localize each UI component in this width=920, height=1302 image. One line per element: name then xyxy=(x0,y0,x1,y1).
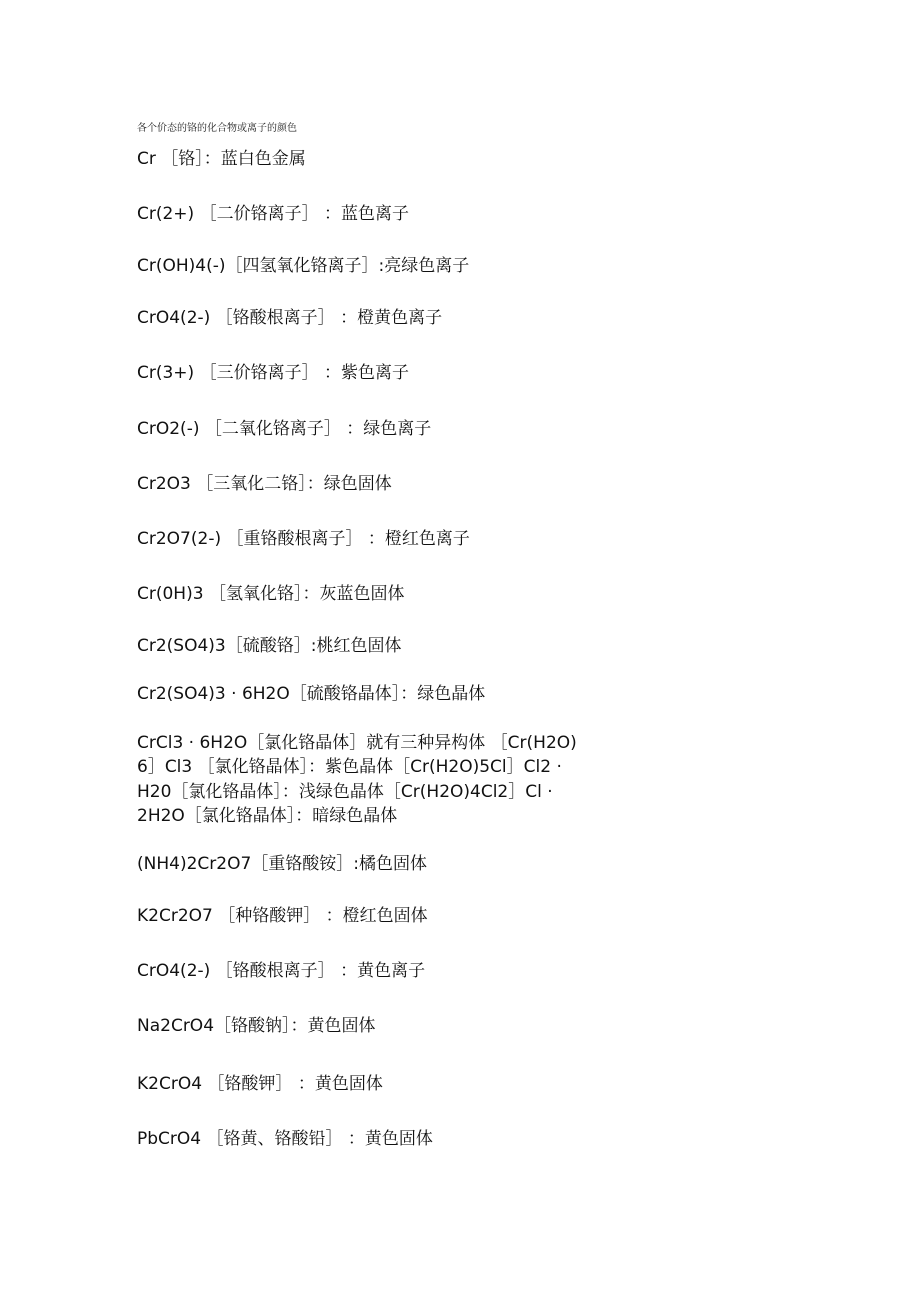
entry-croh4: Cr(OH)4(-)［四氢氧化铬离子］:亮绿色离子 xyxy=(137,256,470,276)
entry-cro4-orange: CrO4(2-) ［铬酸根离子］ ：橙黄色离子 xyxy=(137,308,443,328)
entry-k2cro4: K2CrO4 ［铬酸钾］ ：黄色固体 xyxy=(137,1074,383,1094)
entry-cr2plus: Cr(2+) ［二价铬离子］ ：蓝色离子 xyxy=(137,204,409,224)
entry-cro4-yellow: CrO4(2-) ［铬酸根离子］ ：黄色离子 xyxy=(137,961,426,981)
entry-pbcro4: PbCrO4 ［铬黄、铬酸铅］ ：黄色固体 xyxy=(137,1129,433,1149)
entry-crcl3-line-3: H20［氯化铬晶体］：浅绿色晶体［Cr(H2O)4Cl2］Cl · xyxy=(137,781,553,802)
entry-crcl3-line-2: 6］Cl3 ［氯化铬晶体］：紫色晶体［Cr(H2O)5Cl］Cl2 · xyxy=(137,757,562,778)
document-title: 各个价态的铬的化合物或离子的颜色 xyxy=(137,123,297,134)
entry-crcl3-line-4: 2H2O［氯化铬晶体］：暗绿色晶体 xyxy=(137,805,398,826)
entry-cro2: CrO2(-) ［二氧化铬离子］ ：绿色离子 xyxy=(137,419,432,439)
entry-croh3: Cr(0H)3 ［氢氧化铬］：灰蓝色固体 xyxy=(137,584,405,604)
entry-nh4-dichromate: (NH4)2Cr2O7［重铬酸铵］:橘色固体 xyxy=(137,854,427,874)
entry-cr2so43: Cr2(SO4)3［硫酸铬］:桃红色固体 xyxy=(137,636,402,656)
entry-cr2so43-hydrate: Cr2(SO4)3 · 6H2O［硫酸铬晶体］：绿色晶体 xyxy=(137,684,486,704)
entry-cr2o7: Cr2O7(2-) ［重铬酸根离子］ ：橙红色离子 xyxy=(137,529,470,549)
entry-cr2o3: Cr2O3 ［三氧化二铬］：绿色固体 xyxy=(137,474,392,494)
entry-crcl3-isomers xyxy=(137,731,607,828)
entry-cr3plus: Cr(3+) ［三价铬离子］ ：紫色离子 xyxy=(137,363,409,383)
entry-k2cr2o7: K2Cr2O7 ［种铬酸钾］ ：橙红色固体 xyxy=(137,906,428,926)
entry-cr: Cr ［铬］：蓝白色金属 xyxy=(137,149,306,169)
entry-na2cro4: Na2CrO4［铬酸钠］：黄色固体 xyxy=(137,1016,376,1036)
entry-crcl3-line-1: CrCl3 · 6H2O［氯化铬晶体］就有三种异构体 ［Cr(H2O) xyxy=(137,733,577,753)
